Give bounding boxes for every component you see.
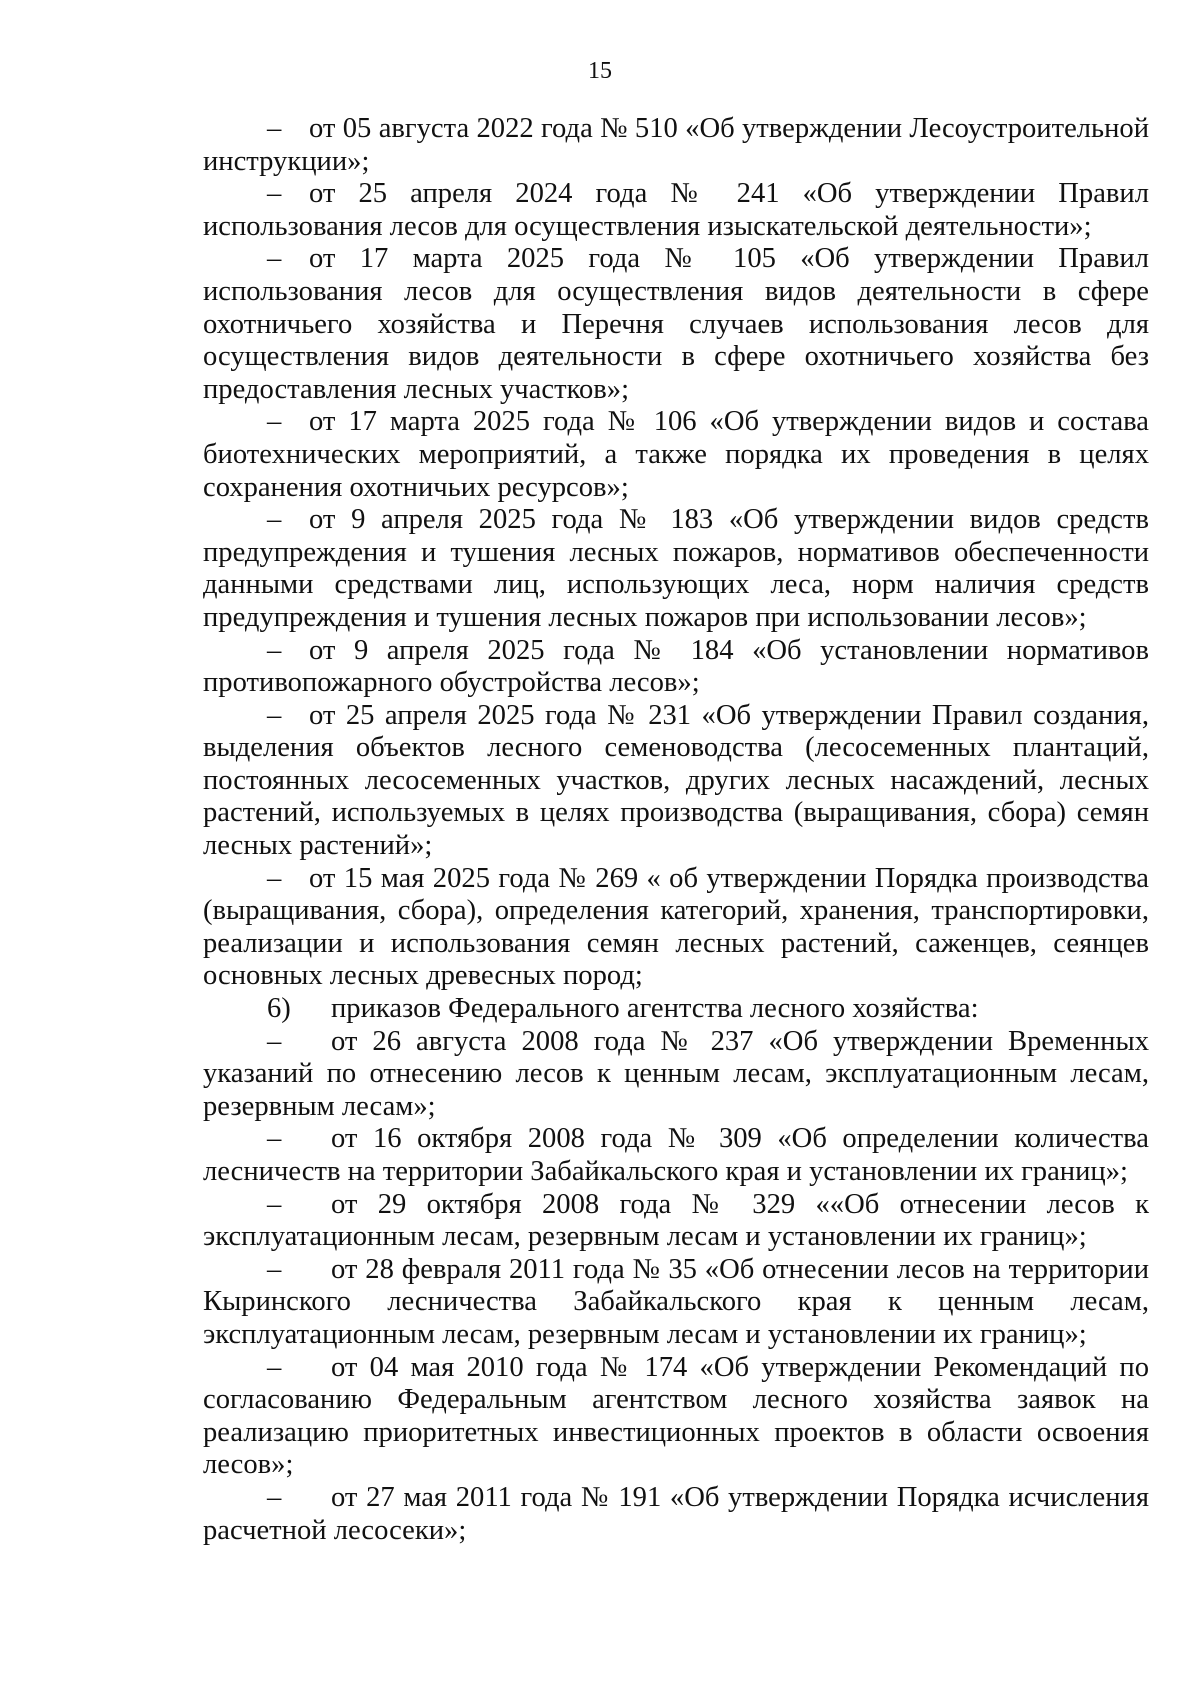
list-dash: – [267, 406, 282, 438]
list-item-text: от 16 октября 2008 года № 309 «Об определении количества лесничеств на территории Забайкальского края и установлении их границ»; [203, 1123, 1149, 1187]
list-item-text: от 04 мая 2010 года № 174 «Об утверждении Рекомендаций по согласованию Федеральным агентством лесного хозяйства заявок на реализацию приоритетных инвестиционных проектов в области освоения лесов»; [203, 1351, 1149, 1481]
list-item-text: от 17 марта 2025 года № 105 «Об утверждении Правил использования лесов для осуществления видов деятельности в сфере охотничьего хозяйства и Перечня случаев использования лесов для осуществления видов деятельности в сфере охотничьего хозяйства без предоставления лесных участков»; [203, 243, 1149, 405]
list-dash: – [267, 113, 282, 144]
list-item-text: от 25 апреля 2025 года № 231 «Об утверждении Правил создания, выделения объектов лесного семеноводства (лесосеменных плантаций, постоянных лесосеменных участков, других лесных насаждений, лесных растений, используемых в целях производства (выращивания, сбора) семян лесных растений»; [203, 699, 1149, 862]
list-item [203, 1189, 1149, 1254]
list-dash: – [267, 1253, 282, 1285]
list-item [203, 635, 1149, 700]
document-body [203, 113, 1149, 1547]
list-dash: – [267, 1123, 282, 1155]
list-item-text: от 28 февраля 2011 года № 35 «Об отнесении лесов на территории Кыринского лесничества Забайкальского края к ценным лесам, эксплуатационным лесам, резервным лесам и установлении их границ»; [203, 1253, 1149, 1350]
list-dash: – [267, 1481, 282, 1513]
list-dash: – [267, 243, 282, 275]
list-dash: – [267, 504, 282, 536]
list-item [203, 504, 1149, 634]
list-dash: – [267, 1025, 282, 1057]
subheading-marker: 6) [267, 993, 291, 1025]
list-item [203, 700, 1149, 863]
list-item-text: от 9 апреля 2025 года № 183 «Об утверждении видов средств предупреждения и тушения лесных пожаров, нормативов обеспеченности данными средствами лиц, использующих леса, норм наличия средств предупреждения и тушения лесных пожаров при использовании лесов»; [203, 504, 1149, 633]
list-item-text: от 25 апреля 2024 года № 241 «Об утверждении Правил использования лесов для осуществления изыскательской деятельности»; [203, 178, 1149, 242]
page-number: 15 [588, 58, 612, 84]
list-item-text: от 05 августа 2022 года № 510 «Об утверждении Лесоустроительной инструкции»; [203, 113, 1149, 177]
list-dash: – [267, 862, 282, 894]
list-item [203, 113, 1149, 178]
list-item [203, 1026, 1149, 1124]
list-item-text: от 29 октября 2008 года № 329 ««Об отнесении лесов к эксплуатационным лесам, резервным лесам и установлении их границ»; [203, 1188, 1149, 1253]
list-item-text: от 27 мая 2011 года № 191 «Об утверждении Порядка исчисления расчетной лесосеки»; [203, 1481, 1149, 1546]
list-item [203, 1482, 1149, 1547]
list-dash: – [267, 1351, 282, 1383]
subheading-text: приказов Федерального агентства лесного хозяйства: [331, 993, 979, 1025]
list-item-text: от 17 марта 2025 года № 106 «Об утверждении видов и состава биотехнических мероприятий, а также порядка их проведения в целях сохранения охотничьих ресурсов»; [203, 406, 1149, 503]
list-dash: – [267, 634, 282, 666]
section-subheading [203, 993, 1149, 1026]
list-dash: – [267, 178, 282, 210]
list-dash: – [267, 699, 282, 731]
list-item [203, 178, 1149, 243]
list-item [203, 1352, 1149, 1482]
list-item-text: от 15 мая 2025 года № 269 « об утверждении Порядка производства (выращивания, сбора), определения категорий, хранения, транспортировки, реализации и использования семян лесных растений, саженцев, сеянцев основных лесных древесных пород; [203, 862, 1149, 992]
list-dash: – [267, 1188, 282, 1220]
list-item [203, 1123, 1149, 1188]
list-item [203, 1254, 1149, 1352]
list-item-text: от 9 апреля 2025 года № 184 «Об установлении нормативов противопожарного обустройства лесов»; [203, 634, 1149, 699]
list-item [203, 863, 1149, 993]
list-item-text: от 26 августа 2008 года № 237 «Об утверждении Временных указаний по отнесению лесов к ценным лесам, эксплуатационным лесам, резервным лесам»; [203, 1025, 1149, 1122]
list-item [203, 406, 1149, 504]
list-item [203, 243, 1149, 406]
